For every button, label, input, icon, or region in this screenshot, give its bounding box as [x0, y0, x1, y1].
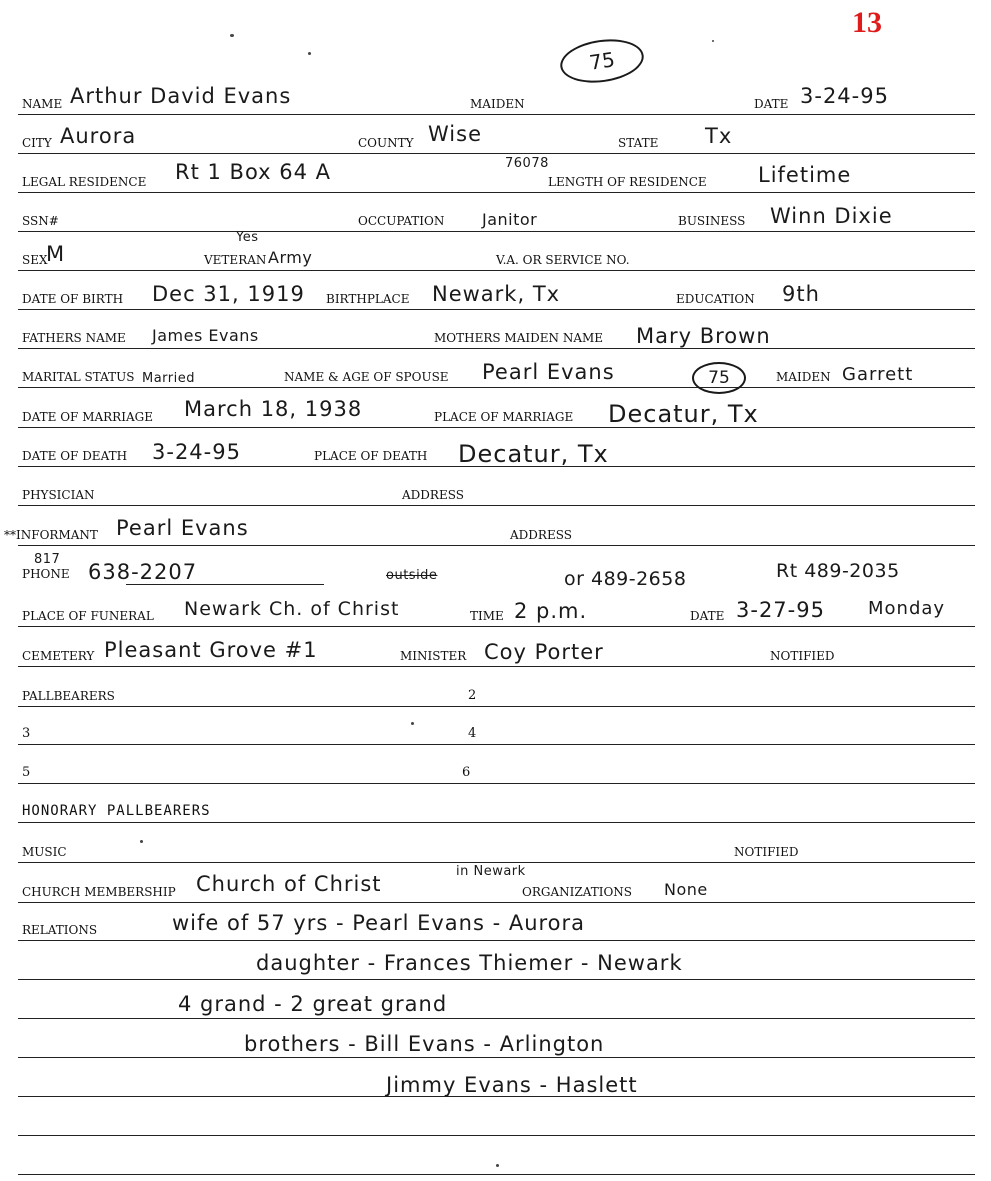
spouse-label: NAME & AGE OF SPOUSE	[284, 370, 449, 384]
date-value[interactable]: 3-24-95	[800, 84, 889, 108]
notified-label: NOTIFIED	[770, 649, 835, 663]
spouse-maiden-value[interactable]: Garrett	[842, 364, 914, 385]
scan-speck	[411, 722, 414, 725]
informant-address-label: ADDRESS	[510, 528, 572, 542]
scan-speck	[230, 34, 234, 37]
spouse-value[interactable]: Pearl Evans	[482, 360, 615, 384]
ssn-label: SSN#	[22, 214, 59, 228]
relations-line-4[interactable]: brothers - Bill Evans - Arlington	[244, 1032, 605, 1056]
veteran-value[interactable]: Army	[268, 248, 313, 267]
place-of-funeral-value[interactable]: Newark Ch. of Christ	[184, 598, 400, 620]
birthplace-value[interactable]: Newark, Tx	[432, 282, 561, 306]
date-of-marriage-label: DATE OF MARRIAGE	[22, 410, 153, 424]
cemetery-value[interactable]: Pleasant Grove #1	[104, 638, 318, 662]
mothers-maiden-name-value[interactable]: Mary Brown	[636, 324, 771, 348]
minister-label: MINISTER	[400, 649, 467, 663]
informant-value[interactable]: Pearl Evans	[116, 516, 249, 540]
phone-area-value[interactable]: 817	[34, 552, 61, 567]
business-value[interactable]: Winn Dixie	[770, 204, 893, 228]
date-of-marriage-value[interactable]: March 18, 1938	[184, 397, 363, 421]
date-of-death-value[interactable]: 3-24-95	[152, 440, 241, 464]
birthplace-label: BIRTHPLACE	[326, 292, 410, 306]
occupation-value[interactable]: Janitor	[482, 210, 538, 229]
row-music	[18, 836, 975, 863]
relations-line-1[interactable]: wife of 57 yrs - Pearl Evans - Aurora	[172, 911, 586, 935]
row-physician	[18, 479, 975, 506]
place-of-death-label: PLACE OF DEATH	[314, 449, 428, 463]
va-service-label: V.A. OR SERVICE NO.	[496, 253, 630, 267]
spouse-age-circle[interactable]: 75	[692, 362, 746, 394]
phone-alt2-value[interactable]: Rt 489-2035	[776, 560, 900, 582]
veteran-yes-value[interactable]: Yes	[236, 230, 259, 245]
city-value[interactable]: Aurora	[60, 124, 137, 148]
zip-value[interactable]: 76078	[505, 156, 549, 171]
row-city	[18, 127, 975, 154]
funeral-day-value[interactable]: Monday	[868, 598, 946, 619]
fathers-name-label: FATHERS NAME	[22, 331, 126, 345]
physician-address-label: ADDRESS	[402, 488, 464, 502]
education-label: EDUCATION	[676, 292, 755, 306]
row-pallbearers-3-4	[18, 718, 975, 745]
music-label: MUSIC	[22, 845, 67, 859]
cemetery-label: CEMETERY	[22, 649, 95, 663]
relations-label: RELATIONS	[22, 923, 98, 937]
informant-label: **INFORMANT	[4, 528, 98, 542]
length-of-residence-value[interactable]: Lifetime	[758, 163, 852, 187]
date-of-birth-label: DATE OF BIRTH	[22, 292, 124, 306]
place-of-death-value[interactable]: Decatur, Tx	[458, 440, 609, 468]
sex-value[interactable]: M	[46, 242, 66, 266]
county-label: COUNTY	[358, 136, 414, 150]
scan-speck	[308, 52, 311, 55]
legal-residence-label: LEGAL RESIDENCE	[22, 175, 147, 189]
name-value[interactable]: Arthur David Evans	[70, 84, 292, 108]
county-value[interactable]: Wise	[428, 122, 482, 146]
music-notified-label: NOTIFIED	[734, 845, 799, 859]
time-value[interactable]: 2 p.m.	[514, 599, 588, 623]
state-value[interactable]: Tx	[705, 124, 733, 148]
church-membership-value[interactable]: Church of Christ	[196, 872, 382, 896]
relations-line-3[interactable]: 4 grand - 2 great grand	[178, 992, 448, 1016]
pallbearer-number-3: 3	[22, 726, 31, 741]
relations-line-5[interactable]: Jimmy Evans - Haslett	[386, 1073, 638, 1097]
phone-value[interactable]: 638-2207	[88, 560, 198, 584]
pallbearer-number-5: 5	[22, 765, 31, 780]
pallbearer-number-6: 6	[462, 765, 471, 780]
date-of-birth-value[interactable]: Dec 31, 1919	[152, 282, 305, 306]
scan-speck	[140, 840, 143, 843]
phone-underline	[126, 584, 324, 585]
stamp-number-circle: 75	[557, 34, 646, 87]
place-of-funeral-label: PLACE OF FUNERAL	[22, 609, 154, 623]
row-pallbearers	[18, 680, 975, 707]
pallbearer-number-4: 4	[468, 726, 477, 741]
physician-label: PHYSICIAN	[22, 488, 95, 502]
legal-residence-value[interactable]: Rt 1 Box 64 A	[175, 160, 332, 184]
row-funeral	[18, 600, 975, 627]
funeral-date-value[interactable]: 3-27-95	[736, 598, 825, 622]
sex-label: SEX	[22, 253, 48, 267]
spouse-maiden-label: MAIDEN	[776, 370, 831, 384]
education-value[interactable]: 9th	[782, 282, 820, 306]
row-relations-3	[18, 992, 975, 1019]
scan-speck	[496, 1164, 499, 1167]
church-location-value[interactable]: in Newark	[456, 864, 526, 879]
veteran-label: VETERAN	[204, 253, 267, 267]
marital-status-value[interactable]: Married	[142, 371, 196, 386]
relations-line-2[interactable]: daughter - Frances Thiemer - Newark	[256, 951, 683, 975]
row-sex	[18, 244, 975, 271]
fathers-name-value[interactable]: James Evans	[152, 326, 259, 345]
row-church	[18, 876, 975, 903]
name-label: NAME	[22, 97, 63, 111]
date-of-death-label: DATE OF DEATH	[22, 449, 128, 463]
page-number: 13	[852, 6, 882, 39]
business-label: BUSINESS	[678, 214, 746, 228]
pallbearer-number-2: 2	[468, 688, 477, 703]
organizations-label: ORGANIZATIONS	[522, 885, 633, 899]
mothers-maiden-name-label: MOTHERS MAIDEN NAME	[434, 331, 604, 345]
row-pallbearers-5-6	[18, 757, 975, 784]
phone-label: PHONE	[22, 567, 70, 581]
row-marriage	[18, 401, 975, 428]
minister-value[interactable]: Coy Porter	[484, 640, 604, 664]
time-label: TIME	[470, 609, 504, 623]
pallbearers-label: PALLBEARERS	[22, 689, 115, 703]
honorary-pallbearers-label: HONORARY PALLBEARERS	[22, 803, 211, 819]
row-blank-1	[18, 1109, 975, 1136]
date-label: DATE	[754, 97, 789, 111]
place-of-marriage-value[interactable]: Decatur, Tx	[608, 400, 759, 428]
phone-crossed-value[interactable]: outside	[386, 568, 438, 583]
maiden-label: MAIDEN	[470, 97, 525, 111]
row-honorary-pallbearers	[18, 796, 975, 823]
state-label: STATE	[618, 136, 659, 150]
row-blank-2	[18, 1148, 975, 1175]
organizations-value[interactable]: None	[664, 880, 708, 899]
marital-status-label: MARITAL STATUS	[22, 370, 135, 384]
church-membership-label: CHURCH MEMBERSHIP	[22, 885, 176, 899]
occupation-label: OCCUPATION	[358, 214, 445, 228]
place-of-marriage-label: PLACE OF MARRIAGE	[434, 410, 574, 424]
length-of-residence-label: LENGTH OF RESIDENCE	[548, 175, 707, 189]
scan-speck	[712, 40, 714, 42]
funeral-date-label: DATE	[690, 609, 725, 623]
city-label: CITY	[22, 136, 52, 150]
phone-alt-value[interactable]: or 489-2658	[564, 568, 687, 590]
